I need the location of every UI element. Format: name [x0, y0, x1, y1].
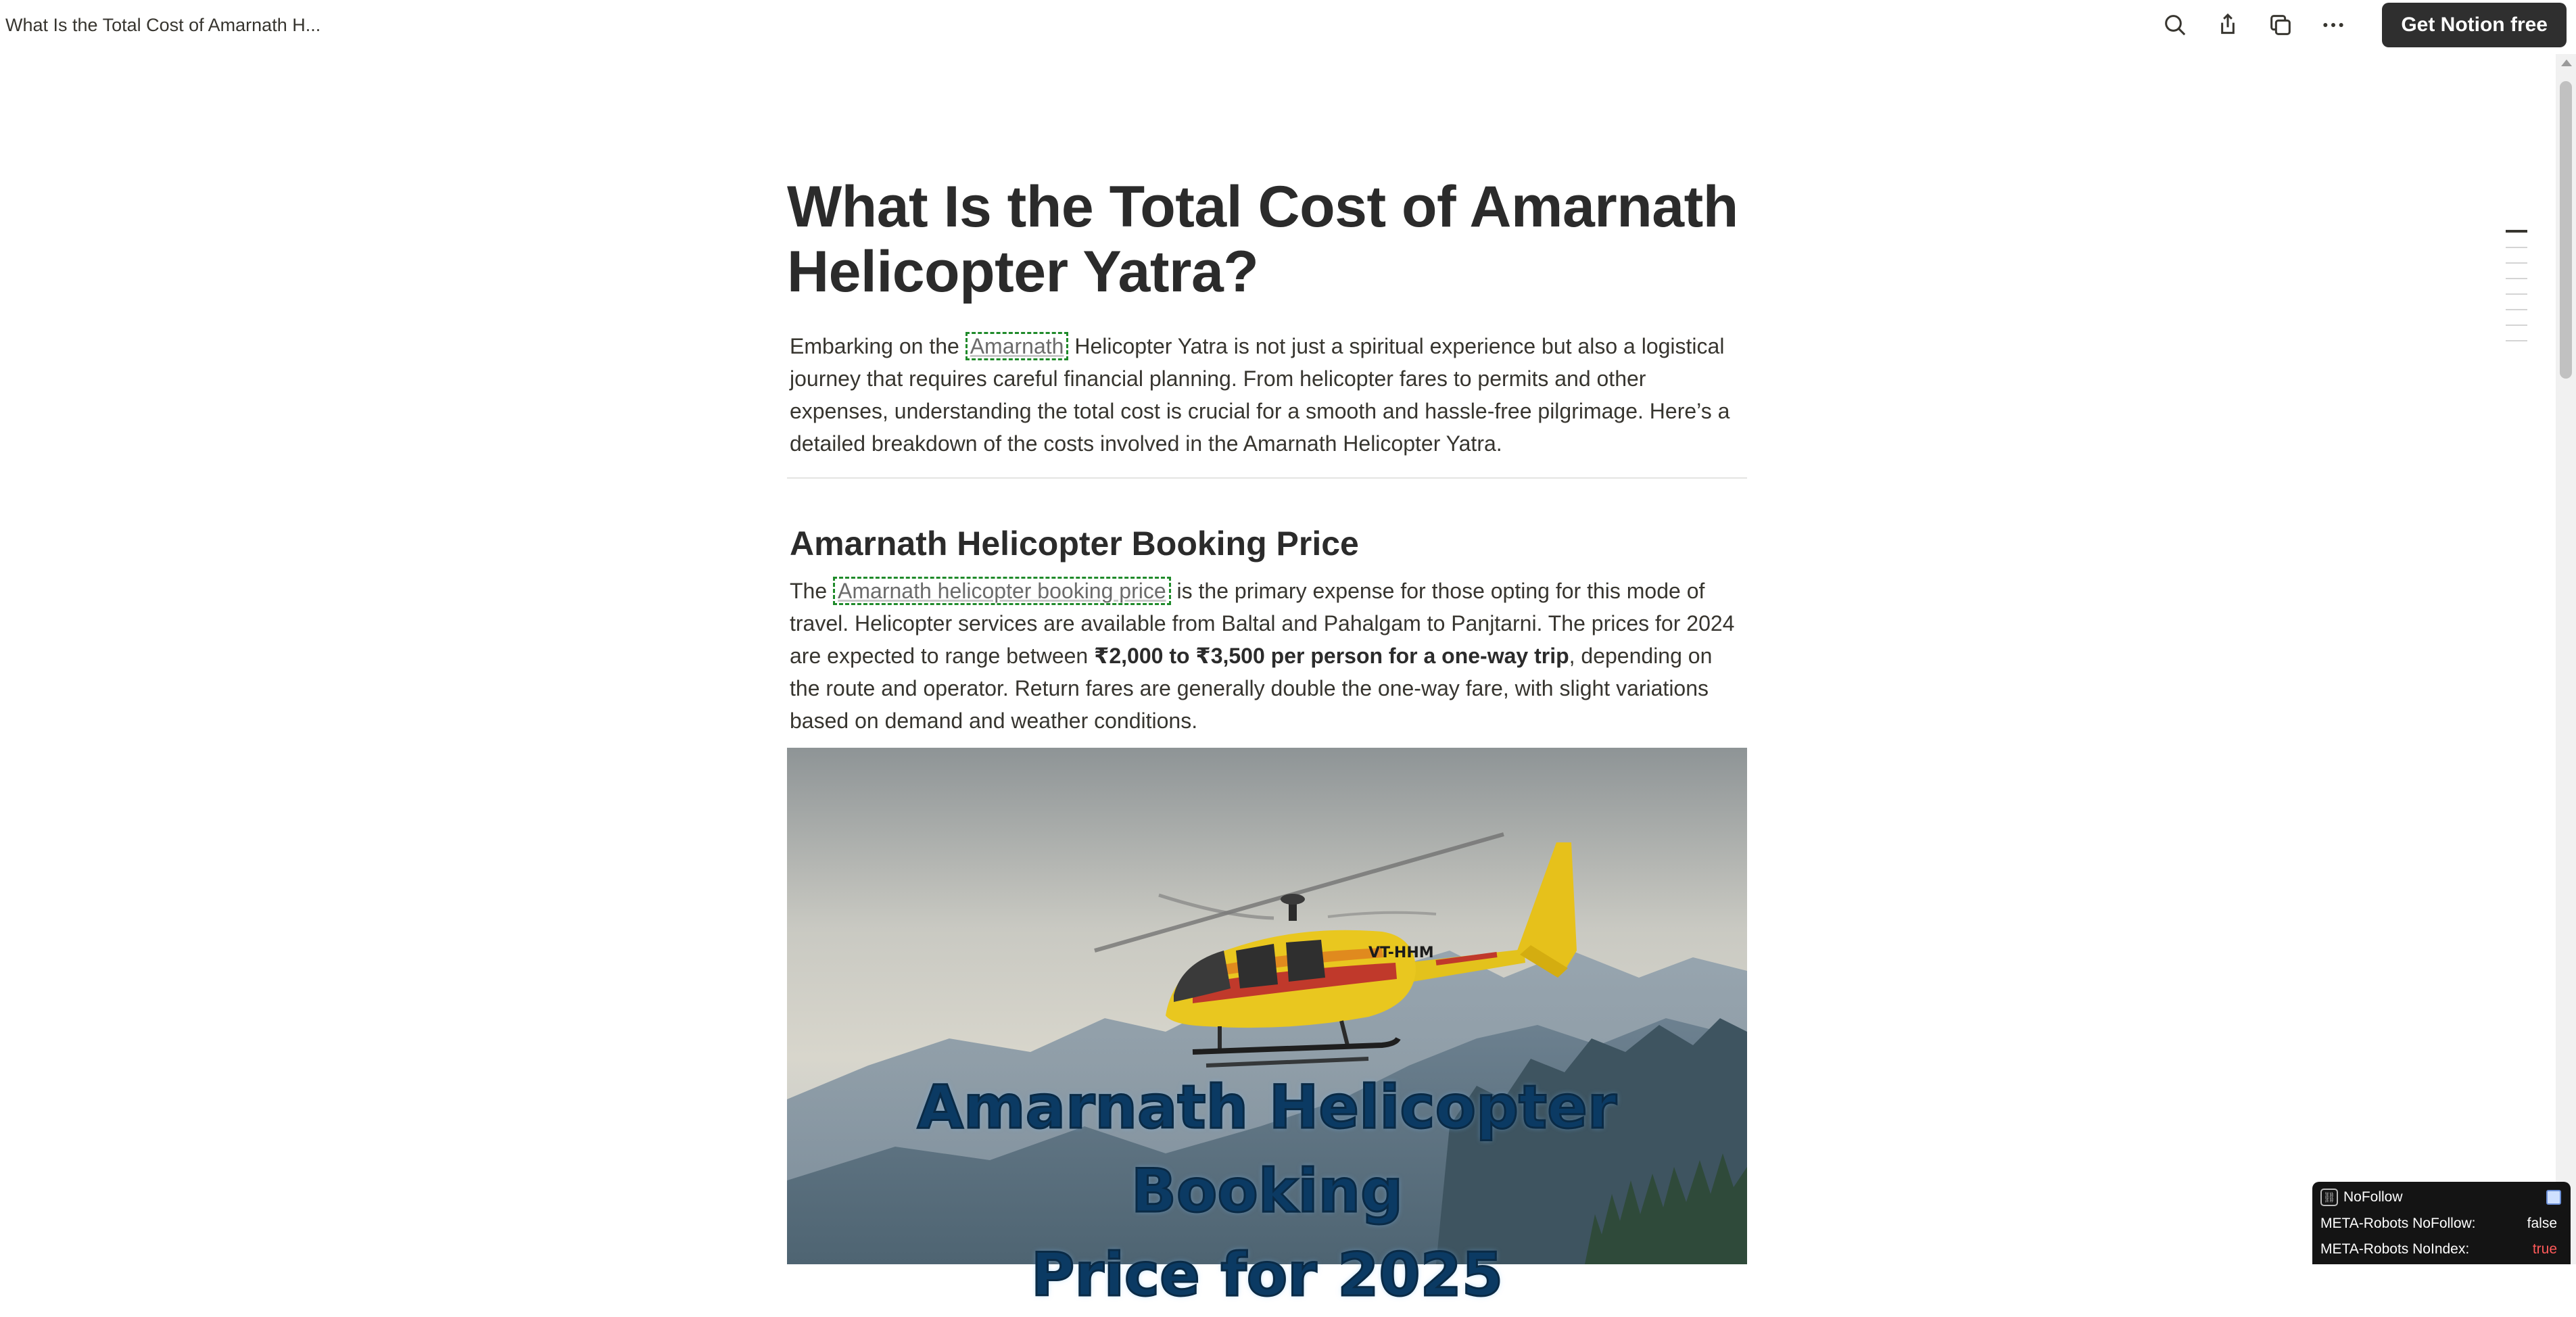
toc-entry[interactable]: [2506, 309, 2527, 310]
share-icon[interactable]: [2210, 7, 2245, 43]
noindex-label: META-Robots NoIndex:: [2320, 1241, 2470, 1257]
search-icon[interactable]: [2157, 7, 2193, 43]
toc-entry[interactable]: [2506, 262, 2527, 264]
table-of-contents[interactable]: [2506, 230, 2530, 356]
scrollbar-thumb[interactable]: [2560, 81, 2572, 379]
noindex-row: [2320, 1241, 2557, 1258]
close-icon[interactable]: [2546, 1190, 2561, 1205]
section-text-after: , depending on the route and operator. Return fares are generally double the one-way fare, with slight variations based on demand and weather conditions.: [790, 644, 1713, 733]
article-body: [787, 174, 1747, 737]
hero-caption-line-2: Price for 2025: [1030, 1240, 1504, 1310]
section-heading-booking-price: Amarnath Helicopter Booking Price: [790, 525, 1359, 562]
hero-caption-line-1: Amarnath Helicopter Booking: [917, 1072, 1617, 1226]
price-range-bold: ₹2,000 to ₹3,500 per person for a one-way trip: [1094, 644, 1569, 668]
section-text-middle: is the primary expense for those opting for this mode of travel. Helicopter services are available from Baltal and Pahalgam to Panjtarni. The prices for 2024 are expected to range between: [790, 579, 1735, 668]
page-breadcrumb-title[interactable]: What Is the Total Cost of Amarnath H...: [5, 15, 321, 35]
booking-price-paragraph: [787, 575, 1747, 737]
top-actions: [2157, 3, 2567, 47]
helicopter-hero-image[interactable]: [787, 748, 1747, 1310]
divider: [787, 477, 1747, 479]
page-scrollbar[interactable]: [2556, 54, 2576, 1264]
nofollow-row: [2320, 1216, 2557, 1232]
top-bar: [0, 0, 2576, 54]
toc-entry-active[interactable]: [2506, 230, 2527, 233]
more-icon[interactable]: [2316, 7, 2351, 43]
toc-entry[interactable]: [2506, 340, 2527, 341]
hero-caption: [787, 1065, 1747, 1317]
toc-entry[interactable]: [2506, 278, 2527, 279]
nofollow-label: META-Robots NoFollow:: [2320, 1216, 2476, 1231]
toc-entry[interactable]: [2506, 325, 2527, 326]
nofollow-value: false: [2527, 1216, 2557, 1231]
nofollow-extension-panel: [2312, 1182, 2571, 1264]
section-text-before: The: [790, 579, 834, 603]
intro-text-after: Helicopter Yatra is not just a spiritual experience but also a logistical journey that requires careful financial planning. From helicopter fares to permits and other expenses, understanding the total cost is crucial for a smooth and hassle-free pilgrimage. Here’s a detailed breakdown of the costs involved in the Amarnath Helicopter Yatra.: [790, 334, 1730, 456]
scroll-up-arrow-icon[interactable]: [2561, 59, 2572, 66]
nofollow-header: [2320, 1189, 2403, 1206]
intro-paragraph: [787, 330, 1747, 460]
intro-text-before: Embarking on the: [790, 334, 965, 358]
toc-entry[interactable]: [2506, 293, 2527, 295]
toc-entry[interactable]: [2506, 247, 2527, 248]
booking-price-link[interactable]: Amarnath helicopter booking price: [833, 577, 1171, 605]
link-icon: ⛓: [2320, 1189, 2338, 1206]
helicopter-registration: VT-HHM: [1368, 944, 1434, 961]
amarnath-link[interactable]: Amarnath: [965, 332, 1069, 360]
page-title: What Is the Total Cost of Amarnath Helicopter Yatra?: [787, 174, 1738, 304]
noindex-value: true: [2532, 1241, 2557, 1257]
get-notion-free-button[interactable]: Get Notion free: [2382, 3, 2567, 47]
duplicate-icon[interactable]: [2263, 7, 2298, 43]
nofollow-title: NoFollow: [2343, 1189, 2403, 1205]
